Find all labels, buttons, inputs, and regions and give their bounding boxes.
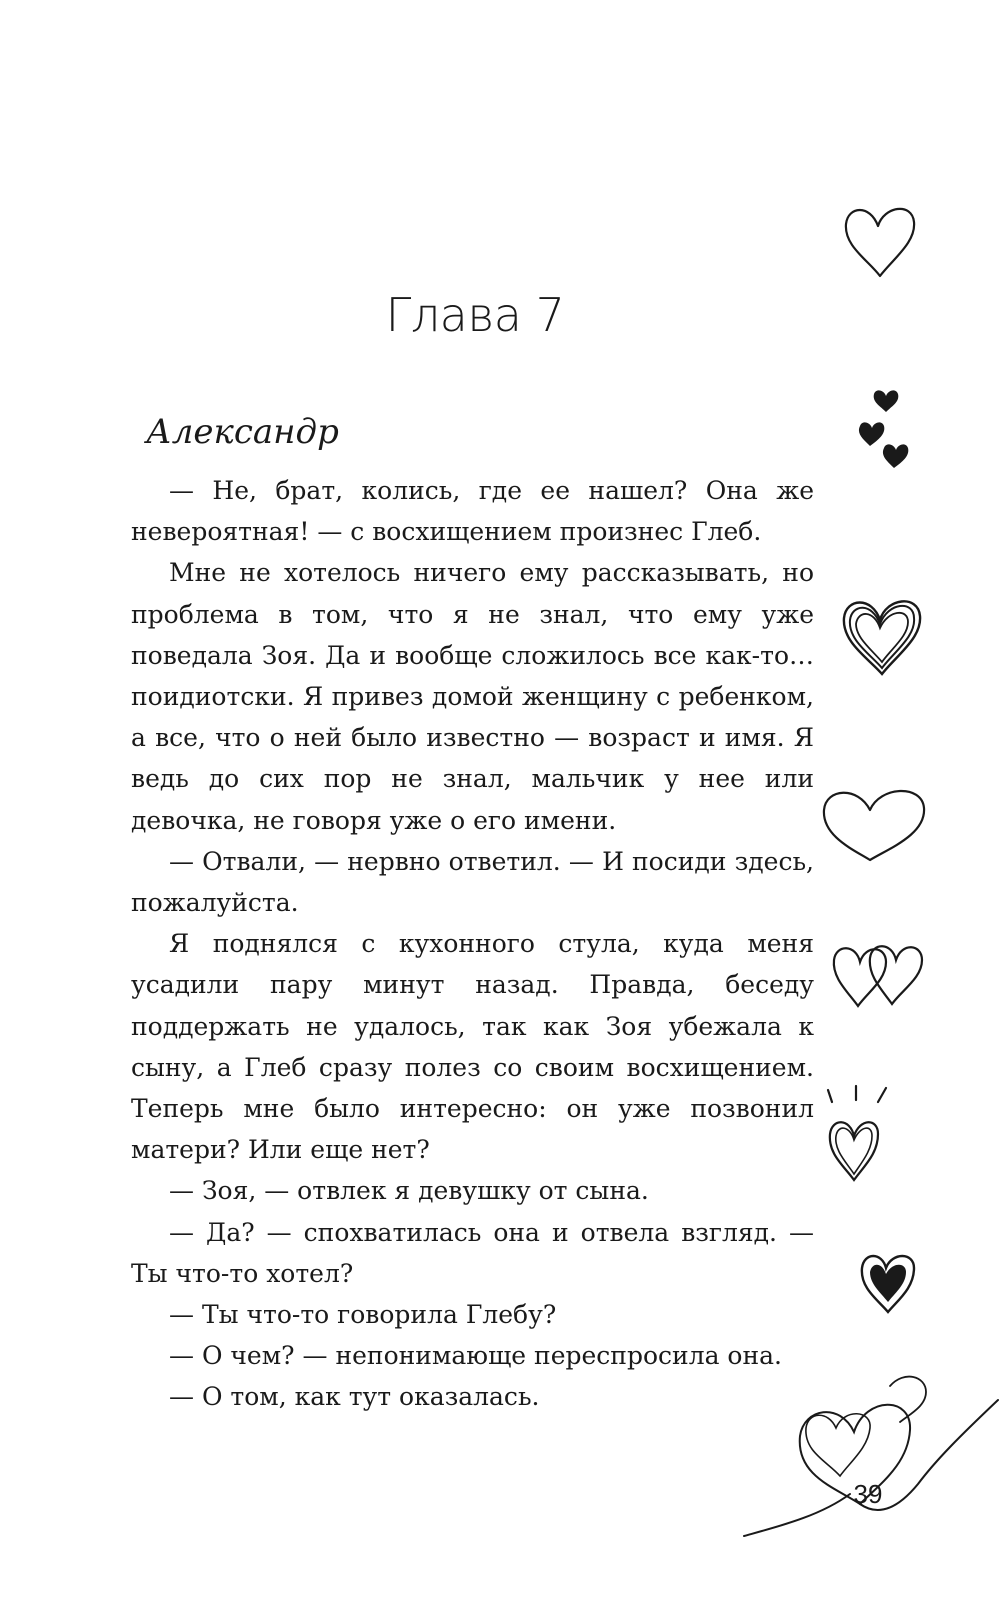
swirl-hearts-icon (740, 1356, 1000, 1546)
section-pov-name: Александр (146, 412, 339, 452)
paragraph: — Ты что-то говорила Глебу? (169, 1300, 557, 1330)
filled-scribble-heart-icon (856, 1244, 920, 1316)
sparkle-heart-icon (818, 1084, 898, 1184)
paragraph: — Не, брат, колись, где ее нашел? Она же невероятная! — с восхищением произнес Глеб. (131, 476, 814, 547)
heart-outline-icon (838, 198, 922, 282)
paragraph: — О чем? — непонимающе переспросила она. (169, 1341, 782, 1371)
paragraph: Я поднялся с кухонного стула, куда меня усадили пару минут назад. Правда, беседу поддержать не удалось, так как Зоя убежала к сыну, а Глеб сразу полез со своим восхищением. Теперь мне было интересно: он уже позвонил матери? Или еще нет? (131, 929, 814, 1165)
paragraph: — Зоя, — отвлек я девушку от сына. (169, 1176, 649, 1206)
double-heart-icon (830, 938, 930, 1010)
body-text (131, 470, 814, 1418)
chapter-title: Глава 7 (385, 288, 565, 342)
paragraph: — О том, как тут оказалась. (169, 1382, 540, 1412)
scribbled-heart-icon (836, 588, 928, 680)
heart-outline-icon (818, 780, 930, 866)
paragraph: Мне не хотелось ничего ему рассказывать, но проблема в том, что я не знал, что ему уже поведала Зоя. Да и вообще сложилось все как-то… поидиотски. Я привез домой женщину с ребенком, а все, что о ней было известно — возраст и имя. Я ведь до сих пор не знал, мальчик у нее или девочка, не говоря уже о его имени. (131, 558, 814, 835)
paragraph: — Отвали, — нервно ответил. — И посиди здесь, пожалуйста. (131, 846, 814, 918)
small-hearts-cluster-icon (858, 388, 918, 472)
paragraph: — Да? — спохватилась она и отвела взгляд. — Ты что-то хотел? (131, 1217, 814, 1288)
page-number: 39 (853, 1479, 883, 1509)
